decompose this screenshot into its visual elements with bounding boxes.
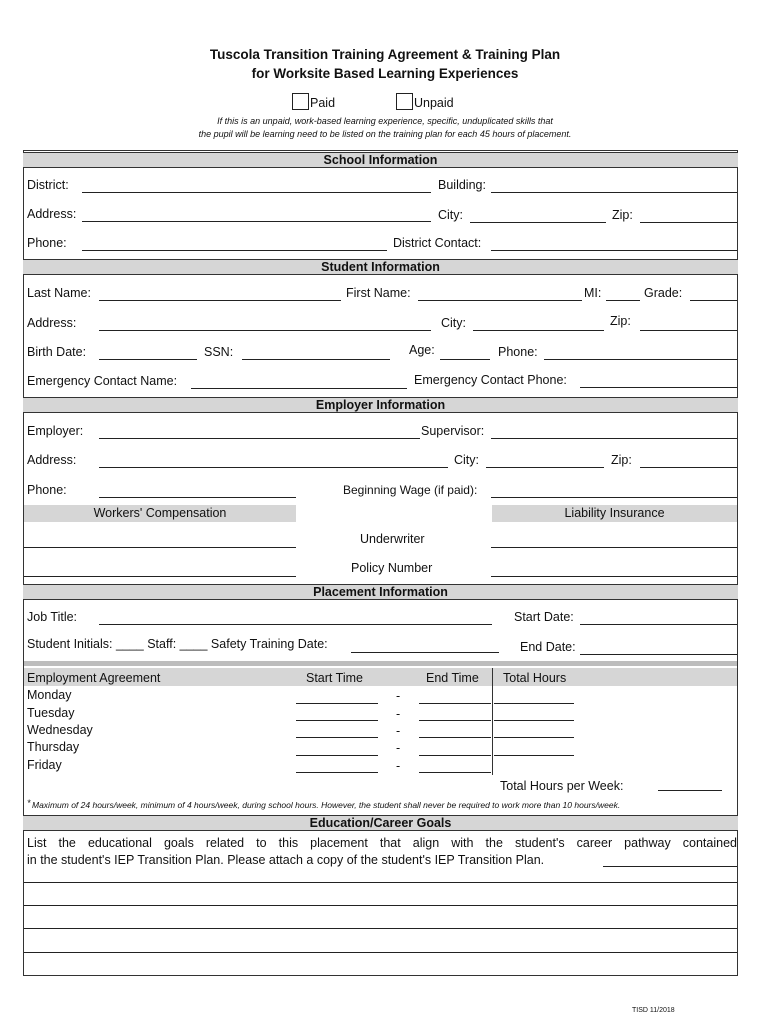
goals-line-3[interactable] — [24, 928, 737, 929]
student-phone-field[interactable] — [544, 359, 737, 360]
wednesday-end-field[interactable] — [419, 737, 491, 738]
school-info-header: School Information — [23, 152, 738, 168]
safety-training-date-field[interactable] — [351, 652, 499, 653]
wage-field[interactable] — [491, 497, 737, 498]
emergency-phone-label: Emergency Contact Phone: — [414, 373, 567, 387]
liability-policy-field[interactable] — [491, 576, 737, 577]
goals-line-4[interactable] — [24, 952, 737, 953]
building-field[interactable] — [491, 192, 737, 193]
thursday-dash: - — [396, 741, 401, 755]
monday-start-field[interactable] — [296, 703, 378, 704]
school-address-label: Address: — [27, 207, 77, 221]
school-city-field[interactable] — [470, 222, 606, 223]
day-friday: Friday — [27, 758, 62, 772]
employer-address-field[interactable] — [99, 467, 448, 468]
first-name-label: First Name: — [346, 286, 411, 300]
goals-line-2[interactable] — [24, 905, 737, 906]
agreement-divider — [24, 661, 737, 666]
workers-comp-header: Workers' Compensation — [24, 505, 296, 522]
employer-zip-label: Zip: — [611, 453, 632, 467]
monday-end-field[interactable] — [419, 703, 491, 704]
district-label: District: — [27, 178, 69, 192]
friday-start-field[interactable] — [296, 772, 378, 773]
employer-phone-label: Phone: — [27, 483, 67, 497]
employer-label: Employer: — [27, 424, 84, 438]
building-label: Building: — [438, 178, 486, 192]
initials-staff-safety-label: Student Initials: ____ Staff: ____ Safety Training Date: — [27, 637, 328, 651]
birth-date-field[interactable] — [99, 359, 197, 360]
tuesday-end-field[interactable] — [419, 720, 491, 721]
tuesday-start-field[interactable] — [296, 720, 378, 721]
school-address-field[interactable] — [82, 221, 431, 222]
district-contact-field[interactable] — [491, 250, 737, 251]
start-time-heading: Start Time — [306, 671, 363, 685]
school-phone-label: Phone: — [27, 236, 67, 250]
goals-field-inline[interactable] — [603, 866, 737, 867]
last-name-field[interactable] — [99, 300, 341, 301]
max-hours-asterisk: * — [27, 798, 31, 808]
start-date-label: Start Date: — [514, 610, 574, 624]
form-code: TISD 11/2018 — [632, 1007, 675, 1014]
unpaid-note-line1: If this is an unpaid, work-based learning experience, specific, unduplicated skills that — [217, 116, 553, 126]
form-subtitle: for Worksite Based Learning Experiences — [251, 66, 519, 81]
job-title-field[interactable] — [99, 624, 492, 625]
emergency-name-field[interactable] — [191, 388, 407, 389]
supervisor-field[interactable] — [491, 438, 737, 439]
student-city-label: City: — [441, 316, 466, 330]
end-date-label: End Date: — [520, 640, 576, 654]
goals-header: Education/Career Goals — [23, 815, 738, 831]
student-phone-label: Phone: — [498, 345, 538, 359]
mi-field[interactable] — [606, 300, 640, 301]
max-hours-note: Maximum of 24 hours/week, minimum of 4 hours/week, during school hours. However, the student shall never be required to work more than 10 hours/week. — [32, 800, 621, 810]
total-hours-divider — [492, 668, 493, 775]
grade-label: Grade: — [644, 286, 683, 300]
wednesday-start-field[interactable] — [296, 737, 378, 738]
district-field[interactable] — [82, 192, 431, 193]
total-hours-heading: Total Hours — [503, 671, 567, 685]
liability-underwriter-field[interactable] — [491, 547, 737, 548]
ssn-label: SSN: — [204, 345, 234, 359]
school-zip-label: Zip: — [612, 208, 633, 222]
unpaid-label: Unpaid — [414, 96, 454, 110]
employer-city-label: City: — [454, 453, 479, 467]
ssn-field[interactable] — [242, 359, 390, 360]
paid-checkbox[interactable] — [292, 93, 309, 110]
underwriter-label: Underwriter — [360, 532, 425, 546]
student-address-label: Address: — [27, 316, 77, 330]
grade-field[interactable] — [690, 300, 737, 301]
tuesday-total-field[interactable] — [494, 720, 574, 721]
job-title-label: Job Title: — [27, 610, 78, 624]
end-date-field[interactable] — [580, 654, 737, 655]
emergency-phone-field[interactable] — [580, 387, 737, 388]
birth-date-label: Birth Date: — [27, 345, 87, 359]
workers-comp-underwriter-field[interactable] — [24, 547, 296, 548]
student-zip-label: Zip: — [610, 314, 631, 328]
total-hours-week-label: Total Hours per Week: — [500, 779, 624, 793]
friday-dash: - — [396, 759, 401, 773]
goals-line-1[interactable] — [24, 882, 737, 883]
friday-end-field[interactable] — [419, 772, 491, 773]
first-name-field[interactable] — [418, 300, 582, 301]
tuesday-dash: - — [396, 707, 401, 721]
mi-label: MI: — [584, 286, 602, 300]
workers-comp-policy-field[interactable] — [24, 576, 296, 577]
age-field[interactable] — [440, 359, 490, 360]
monday-total-field[interactable] — [494, 703, 574, 704]
age-label: Age: — [409, 343, 435, 357]
day-tuesday: Tuesday — [27, 706, 75, 720]
school-zip-field[interactable] — [640, 222, 737, 223]
liability-header: Liability Insurance — [492, 505, 737, 522]
thursday-end-field[interactable] — [419, 755, 491, 756]
supervisor-label: Supervisor: — [421, 424, 485, 438]
start-date-field[interactable] — [580, 624, 737, 625]
school-phone-field[interactable] — [82, 250, 387, 251]
student-address-field[interactable] — [99, 330, 431, 331]
employer-address-label: Address: — [27, 453, 77, 467]
unpaid-checkbox[interactable] — [396, 93, 413, 110]
employer-zip-field[interactable] — [640, 467, 737, 468]
monday-dash: - — [396, 689, 401, 703]
district-contact-label: District Contact: — [393, 236, 482, 250]
employer-city-field[interactable] — [486, 467, 604, 468]
day-wednesday: Wednesday — [27, 723, 93, 737]
wednesday-total-field[interactable] — [494, 737, 574, 738]
employer-phone-field[interactable] — [99, 497, 296, 498]
student-info-header: Student Information — [23, 259, 738, 275]
last-name-label: Last Name: — [27, 286, 91, 300]
unpaid-note-line2: the pupil will be learning need to be listed on the training plan for each 45 hours of placement. — [198, 129, 572, 139]
placement-info-header: Placement Information — [23, 584, 738, 600]
policy-number-label: Policy Number — [351, 561, 433, 575]
emergency-name-label: Emergency Contact Name: — [27, 374, 178, 388]
day-monday: Monday — [27, 688, 72, 702]
thursday-total-field[interactable] — [494, 755, 574, 756]
student-city-field[interactable] — [473, 330, 604, 331]
wednesday-dash: - — [396, 724, 401, 738]
school-city-label: City: — [438, 208, 463, 222]
wage-label: Beginning Wage (if paid): — [343, 483, 478, 497]
goals-instructions-line1: List the educational goals related to this placement that align with the student's career pathway contained — [27, 836, 737, 850]
end-time-heading: End Time — [426, 671, 479, 685]
day-thursday: Thursday — [27, 740, 80, 754]
thursday-start-field[interactable] — [296, 755, 378, 756]
employer-field[interactable] — [99, 438, 420, 439]
employment-agreement-heading: Employment Agreement — [27, 671, 161, 685]
student-zip-field[interactable] — [640, 330, 737, 331]
paid-label: Paid — [310, 96, 336, 110]
goals-instructions-line2: in the student's IEP Transition Plan. Please attach a copy of the student's IEP Transition Plan. — [27, 853, 545, 867]
total-hours-week-field[interactable] — [658, 790, 722, 791]
form-title: Tuscola Transition Training Agreement & Training Plan — [209, 47, 561, 62]
employer-info-header: Employer Information — [23, 397, 738, 413]
